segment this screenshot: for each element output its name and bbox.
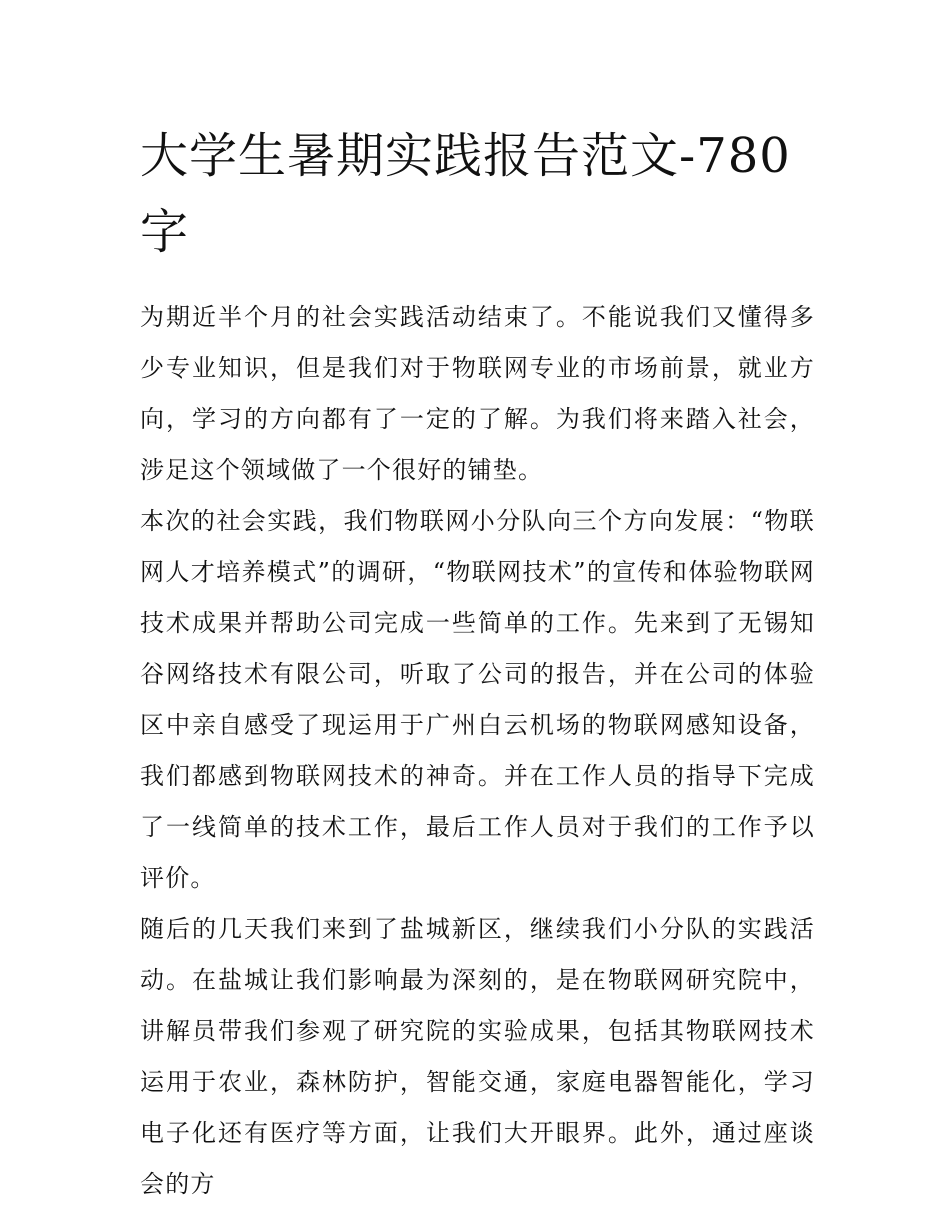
document-title: 大学生暑期实践报告范文-780字 — [140, 128, 791, 260]
paragraph-2: 本次的社会实践，我们物联网小分队向三个方向发展：“物联网人才培养模式”的调研，“物联网技术”的宣传和体验物联网技术成果并帮助公司完成一些简单的工作。先来到了无锡知谷网络技术有限公司，听取了公司的报告，并在公司的体验区中亲自感受了现运用于广州白云机场的物联网感知设备，我们都感到物联网技术的神奇。并在工作人员的指导下完成了一线简单的技术工作，最后工作人员对于我们的工作予以评价。 — [140, 507, 815, 892]
document-body — [140, 118, 815, 1210]
paragraph-3: 随后的几天我们来到了盐城新区，继续我们小分队的实践活动。在盐城让我们影响最为深刻的，是在物联网研究院中，讲解员带我们参观了研究院的实验成果，包括其物联网技术运用于农业，森林防护，智能交通，家庭电器智能化，学习电子化还有医疗等方面，让我们大开眼界。此外，通过座谈会的方 — [140, 915, 815, 1198]
paragraph-1: 为期近半个月的社会实践活动结束了。不能说我们又懂得多少专业知识，但是我们对于物联网专业的市场前景，就业方向，学习的方向都有了一定的了解。为我们将来踏入社会，涉足这个领域做了一个很好的铺垫。 — [140, 303, 815, 484]
